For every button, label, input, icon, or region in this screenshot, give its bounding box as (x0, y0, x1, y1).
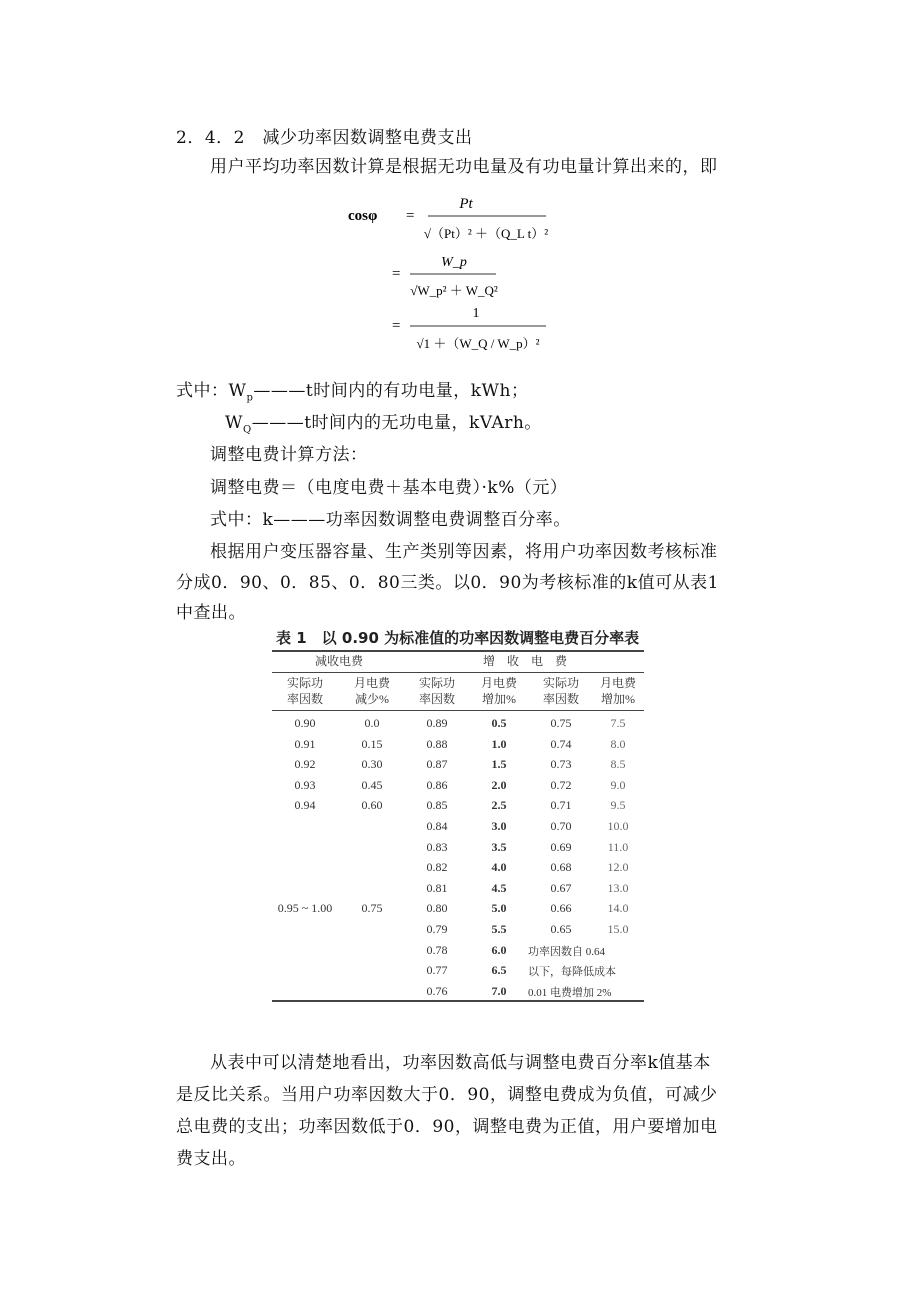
column-header-rule (272, 710, 644, 711)
increase-percent-cell: 3.5 (491, 839, 507, 854)
column-header: 月电费 (599, 676, 636, 690)
para2-line2: 分成0．90、0．85、0．80三类。以0．90为考核标准的k值可从表1 (176, 573, 719, 593)
reduce-factor-cell: 0.90 (294, 716, 316, 730)
table-bottom-rule (272, 1000, 644, 1002)
calc-formula: 调整电费＝（电度电费＋基本电费）·k%（元） (210, 478, 568, 498)
increase-percent-cell: 6.0 (491, 942, 507, 957)
increase-factor-cell-right: 0.71 (550, 798, 572, 813)
column-header: 增加% (601, 692, 635, 706)
increase-factor-cell-right: 0.66 (550, 901, 572, 916)
calc-title: 调整电费计算方法： (210, 445, 368, 465)
group-header-increase: 增 收 电 费 (482, 654, 567, 668)
increase-percent-cell: 3.0 (491, 819, 507, 833)
increase-percent-cell-right: 15.0 (607, 922, 629, 936)
increase-factor-cell: 0.83 (426, 839, 448, 854)
increase-percent-cell-right: 11.0 (607, 839, 629, 854)
increase-factor-cell: 0.89 (426, 716, 448, 730)
increase-factor-cell: 0.79 (426, 922, 448, 936)
adjustment-table (272, 650, 644, 1002)
para3-line3: 总电费的支出；功率因数低于0．90，调整电费为正值，用户要增加电 (176, 1117, 718, 1137)
column-header: 率因数 (542, 692, 579, 706)
table-title: 表 1 以 0.90 为标准值的功率因数调整电费百分率表 (276, 629, 640, 647)
group-header-reduce: 减收电费 (314, 654, 363, 668)
increase-percent-cell: 4.0 (491, 860, 507, 875)
formula-lhs: cosφ (348, 208, 378, 224)
reduce-merged-percent-cell: 0.75 (361, 901, 383, 916)
increase-factor-cell: 0.87 (426, 757, 448, 772)
increase-percent-cell-right: 14.0 (607, 901, 629, 916)
increase-percent-cell: 4.5 (491, 880, 507, 895)
formula-eq-2: = (392, 266, 401, 282)
where-wq-sub: Q (242, 424, 252, 436)
para3-line2: 是反比关系。当用户功率因数大于0．90，调整电费成为负值，可减少 (176, 1085, 718, 1105)
increase-percent-cell: 0.5 (491, 716, 507, 730)
column-header: 月电费 (480, 676, 517, 690)
increase-factor-cell: 0.85 (426, 798, 448, 813)
increase-factor-cell: 0.76 (426, 983, 448, 998)
para2-line3: 中查出。 (176, 603, 246, 623)
increase-percent-cell-right: 12.0 (607, 860, 629, 875)
where-wq (225, 408, 542, 435)
column-header: 实际功 (418, 676, 455, 690)
where-wq-text: ———t时间内的无功电量，kVArh。 (251, 413, 542, 433)
increase-factor-cell-right: 0.65 (550, 922, 572, 936)
where-wp-prefix: 式中：W (176, 381, 247, 401)
increase-factor-cell-right: 0.70 (550, 819, 572, 833)
increase-factor-cell-right: 0.69 (550, 839, 572, 854)
group-header-rule (272, 672, 644, 673)
where-wq-prefix: W (225, 413, 243, 433)
reduce-percent-cell: 0.45 (361, 777, 383, 792)
increase-percent-cell-right: 10.0 (607, 819, 629, 833)
reduce-merged-factor-cell: 0.95 ~ 1.00 (277, 901, 333, 916)
reduce-percent-cell: 0.60 (361, 798, 383, 813)
increase-factor-cell: 0.77 (426, 963, 448, 978)
increase-factor-cell-right: 0.67 (550, 880, 572, 895)
increase-percent-cell-right: 7.5 (610, 716, 626, 730)
increase-factor-cell-right: 0.68 (550, 860, 572, 875)
formula-3-denominator: √1 ＋（W_Q / W_p）² (416, 336, 540, 351)
formula-1-numerator: Pt (459, 196, 473, 212)
column-header: 实际功 (542, 676, 579, 690)
increase-percent-cell: 1.5 (491, 757, 507, 772)
section-heading: 2．4．2 减少功率因数调整电费支出 (176, 128, 473, 148)
reduce-factor-cell: 0.94 (294, 798, 316, 813)
increase-factor-cell: 0.80 (426, 901, 448, 916)
increase-percent-cell: 2.0 (491, 777, 507, 792)
formula-2-denominator: √W_p² ＋ W_Q² (410, 283, 498, 298)
increase-factor-cell-right: 0.74 (550, 736, 572, 751)
formula-eq-1: = (406, 208, 415, 224)
increase-percent-cell: 5.5 (491, 922, 507, 936)
increase-percent-cell-right: 9.5 (610, 798, 626, 813)
para2-line1: 根据用户变压器容量、生产类别等因素，将用户功率因数考核标准 (210, 542, 718, 562)
column-header: 减少% (355, 692, 389, 706)
column-header: 率因数 (418, 692, 455, 706)
formula-2-numerator: W_p (441, 255, 467, 270)
increase-factor-cell-right: 0.72 (550, 777, 572, 792)
increase-percent-cell-right: 8.0 (610, 736, 626, 751)
increase-percent-cell: 7.0 (491, 983, 507, 998)
increase-percent-cell: 2.5 (491, 798, 507, 813)
where-wp-text: ———t时间内的有功电量，kWh； (253, 381, 529, 401)
increase-percent-cell-right: 9.0 (610, 777, 626, 792)
increase-percent-cell: 5.0 (491, 901, 507, 916)
table-note-line: 功率因数自 0.64 (528, 945, 605, 958)
column-header: 率因数 (286, 692, 323, 706)
formula-graphic (346, 190, 566, 360)
where-wp-sub: p (246, 392, 254, 404)
increase-percent-cell-right: 8.5 (610, 757, 626, 772)
reduce-factor-cell: 0.91 (294, 736, 316, 751)
increase-factor-cell: 0.86 (426, 777, 448, 792)
para3-line4: 费支出。 (176, 1149, 246, 1169)
increase-factor-cell: 0.78 (426, 942, 448, 957)
reduce-percent-cell: 0.0 (364, 716, 380, 730)
increase-factor-cell: 0.82 (426, 860, 448, 875)
where-wp (176, 376, 528, 403)
reduce-percent-cell: 0.30 (361, 757, 383, 772)
table-note-line: 0.01 电费增加 2% (528, 986, 612, 999)
formula-eq-3: = (392, 318, 401, 334)
column-header: 月电费 (353, 676, 390, 690)
formula-1-denominator: √（Pt）² ＋（Q_L t）² (423, 226, 549, 241)
reduce-factor-cell: 0.92 (294, 757, 316, 772)
reduce-percent-cell: 0.15 (361, 736, 383, 751)
reduce-factor-cell: 0.93 (294, 777, 316, 792)
increase-percent-cell: 6.5 (491, 963, 507, 978)
increase-factor-cell: 0.84 (426, 819, 448, 833)
increase-factor-cell: 0.81 (426, 880, 448, 895)
increase-percent-cell-right: 13.0 (607, 880, 629, 895)
increase-factor-cell-right: 0.75 (550, 716, 572, 730)
intro-paragraph: 用户平均功率因数计算是根据无功电量及有功电量计算出来的，即 (210, 157, 718, 177)
column-header: 增加% (482, 692, 516, 706)
increase-percent-cell: 1.0 (491, 736, 507, 751)
para3-line1: 从表中可以清楚地看出，功率因数高低与调整电费百分率k值基本 (210, 1053, 711, 1073)
increase-factor-cell: 0.88 (426, 736, 448, 751)
column-header: 实际功 (286, 676, 323, 690)
increase-factor-cell-right: 0.73 (550, 757, 572, 772)
table-note-line: 以下，每降低成本 (528, 966, 616, 979)
calc-where: 式中：k———功率因数调整电费调整百分率。 (210, 510, 571, 530)
formula-3-numerator: 1 (472, 306, 480, 321)
power-factor-formula (346, 190, 566, 360)
table-top-rule (272, 650, 644, 652)
